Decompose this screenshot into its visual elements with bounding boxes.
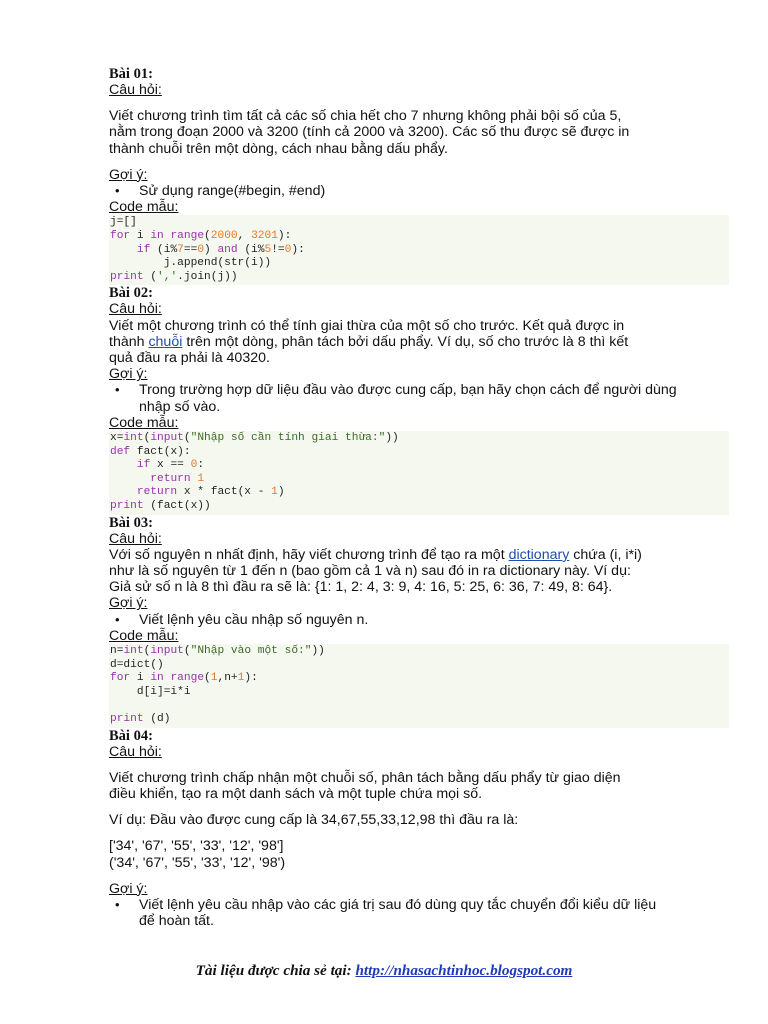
code-label: Code mẫu: [109, 414, 179, 431]
code-label: Code mẫu: [109, 199, 179, 216]
code-line: if (i%7==0) and (i%5!=0): [136, 243, 305, 256]
code-line: n=int(input("Nhập vào một số:")) [110, 645, 325, 657]
example-text: Ví dụ: Đầu vào được cung cấp là 34,67,55,33,12,98 thì đầu ra là: [109, 812, 519, 829]
code-line: if x == 0: [136, 459, 205, 472]
exercise-title: Bài 04: [109, 727, 153, 744]
hint-label: Gợi ý: [109, 166, 148, 183]
example-output [109, 838, 729, 870]
hint-list [109, 897, 729, 929]
question-label: Câu hỏi: [109, 82, 162, 98]
hint-label: Gợi ý: [109, 366, 148, 383]
code-line: d[i]=i*i [110, 685, 191, 698]
hint-list [109, 382, 729, 414]
question-line-prefix: thành [109, 333, 149, 350]
hint-list [109, 183, 729, 199]
hint-item: • Sử dụng range(#begin, #end) [109, 183, 729, 199]
code-line: return 1 [150, 472, 205, 485]
dictionary-link[interactable]: dictionary [508, 546, 570, 563]
exercise-title: Bài 03: [109, 514, 153, 531]
output-list: ['34', '67', '55', '33', '12', '98'] [109, 838, 284, 855]
code-block [109, 644, 729, 728]
hint-label: Gợi ý: [109, 880, 148, 897]
exercise-03 [109, 515, 729, 728]
code-line: def fact(x): [110, 445, 191, 458]
question-line-suffix: chứa (i, i*i) [569, 546, 642, 563]
hint-item: • Viết lệnh yêu cầu nhập vào các giá trị sau đó dùng quy tắc chuyển đổi kiểu dữ liệu để hoàn tất. [109, 897, 729, 929]
footer-text: Tài liệu được chia sẻ tại: [195, 962, 356, 979]
hint-item: • Viết lệnh yêu cầu nhập số nguyên n. [109, 612, 729, 628]
code-line: j.append(str(i)) [110, 257, 272, 270]
code-label: Code mẫu: [109, 627, 179, 644]
code-line: j=[] [110, 216, 137, 229]
question-label: Câu hỏi: [109, 743, 162, 760]
question-text [109, 108, 729, 157]
code-block [109, 215, 729, 285]
output-tuple: ('34', '67', '55', '33', '12', '98') [109, 854, 286, 871]
question-line-prefix: Với số nguyên n nhất định, hãy viết chương trình để tạo ra một [109, 546, 509, 563]
question-label: Câu hỏi: [109, 530, 162, 547]
question-line: Giả sử số n là 8 thì đầu ra sẽ là: {1: 1, 2: 4, 3: 9, 4: 16, 5: 25, 6: 36, 7: 49, 8: 64}. [109, 579, 613, 596]
exercise-04 [109, 728, 729, 930]
code-line: x=int(input("Nhập số cần tính giai thừa:")) [110, 432, 399, 445]
code-block [109, 431, 729, 515]
question-line: quả đầu ra phải là 40320. [109, 350, 270, 366]
question-line: Viết chương trình chấp nhận một chuỗi số, phân tách bằng dấu phẩy từ giao diện [109, 769, 621, 786]
question-text [109, 547, 729, 596]
hint-item: • Trong trường hợp dữ liệu đầu vào được cung cấp, bạn hãy chọn cách để người dùng nhập số vào. [109, 382, 729, 414]
code-line: print (','.join(j)) [110, 270, 238, 283]
question-line: như là số nguyên từ 1 đến n (bao gồm cả 1 và n) sau đó in ra dictionary này. Ví dụ: [109, 562, 631, 579]
question-text [109, 318, 729, 367]
code-line: print (fact(x)) [110, 499, 211, 512]
page-footer [0, 962, 768, 980]
question-text [109, 770, 729, 802]
question-line: trên một dòng, phân tách bởi dấu phẩy. Ví dụ, số cho trước là 8 thì kết [186, 333, 629, 350]
code-line: return x * fact(x - 1) [136, 486, 285, 499]
question-line: Viết một chương trình có thể tính giai thừa của một số cho trước. Kết quả được in [109, 317, 625, 334]
chuoi-link[interactable]: chuỗi [148, 333, 183, 350]
exercise-title: Bài 01: [109, 66, 153, 82]
exercise-01 [109, 66, 729, 285]
document-page [109, 66, 729, 929]
question-label: Câu hỏi: [109, 301, 162, 318]
hint-label: Gợi ý: [109, 595, 148, 612]
question-line: điều khiển, tạo ra một danh sách và một tuple chứa mọi số. [109, 785, 483, 802]
code-line: for i in range(1,n+1): [110, 672, 258, 685]
hint-list [109, 612, 729, 628]
question-line: nằm trong đoạn 2000 và 3200 (tính cả 2000 và 3200). Các số thu được sẽ được in [109, 124, 630, 141]
exercise-title: Bài 02: [109, 285, 153, 302]
question-line: Viết chương trình tìm tất cả các số chia hết cho 7 nhưng không phải bội số của 5, [109, 108, 622, 125]
footer-link[interactable]: http://nhasachtinhoc.blogspot.com [355, 962, 573, 979]
exercise-02 [109, 285, 729, 514]
code-line: for i in range(2000, 3201): [110, 230, 292, 243]
code-line: d=dict() [110, 658, 164, 671]
code-line: print (d) [110, 712, 171, 725]
question-line: thành chuỗi trên một dòng, cách nhau bằng dấu phẩy. [109, 140, 448, 157]
